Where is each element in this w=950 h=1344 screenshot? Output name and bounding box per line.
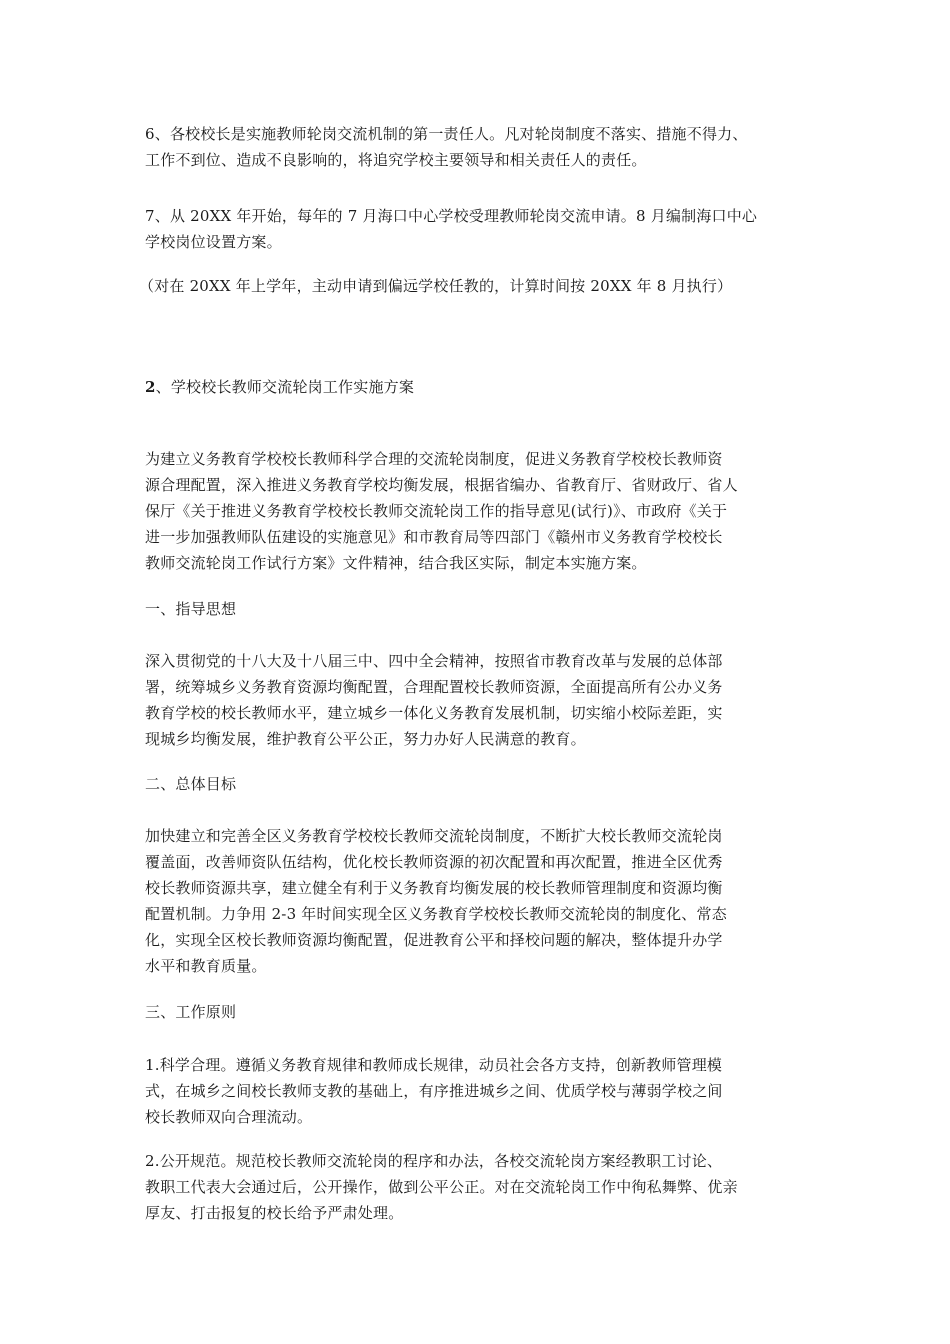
heading-work-principles (145, 999, 811, 1025)
text-line: 进一步加强教师队伍建设的实施意见》和市教育局等四部门《赣州市义务教育学校校长 (145, 528, 723, 546)
paragraph-item-6 (145, 121, 811, 173)
text-line: 6、各校校长是实施教师轮岗交流机制的第一责任人。凡对轮岗制度不落实、措施不得力、 (145, 125, 748, 143)
section-number: 2 (145, 378, 156, 396)
heading-text: 一、指导思想 (145, 600, 237, 618)
heading-guiding-ideology (145, 596, 811, 622)
text-line: 覆盖面，改善师资队伍结构，优化校长教师资源的初次配置和再次配置，推进全区优秀 (145, 853, 723, 871)
text-line: 7、从 20XX 年开始，每年的 7 月海口中心学校受理教师轮岗交流申请。8 月编制海口中心 (145, 207, 758, 225)
text-line: 1.科学合理。遵循义务教育规律和教师成长规律，动员社会各方支持，创新教师管理模 (145, 1056, 723, 1074)
heading-overall-goal (145, 771, 811, 797)
text-line: 厚友、打击报复的校长给予严肃处理。 (145, 1204, 404, 1222)
guiding-paragraph (145, 648, 811, 752)
text-line: 深入贯彻党的十八大及十八届三中、四中全会精神，按照省市教育改革与发展的总体部 (145, 652, 723, 670)
text-line: 现城乡均衡发展，维护教育公平公正，努力办好人民满意的教育。 (145, 730, 586, 748)
goal-paragraph (145, 823, 811, 979)
text-line: 校长教师资源共享，建立健全有利于义务教育均衡发展的校长教师管理制度和资源均衡 (145, 879, 723, 897)
text-line: 水平和教育质量。 (145, 957, 267, 975)
text-line: 2.公开规范。规范校长教师交流轮岗的程序和办法，各校交流轮岗方案经教职工讨论、 (145, 1152, 723, 1170)
principle-paragraph-2 (145, 1148, 811, 1226)
paragraph-item-7 (145, 203, 811, 255)
text-line: 加快建立和完善全区义务教育学校校长教师交流轮岗制度，不断扩大校长教师交流轮岗 (145, 827, 723, 845)
text-line: 配置机制。力争用 2-3 年时间实现全区义务教育学校校长教师交流轮岗的制度化、常态 (145, 905, 727, 923)
section-heading (145, 374, 811, 400)
text-line: 保厅《关于推进义务教育学校校长教师交流轮岗工作的指导意见(试行)》、市政府《关于 (145, 502, 728, 520)
intro-paragraph (145, 446, 811, 576)
text-line: 为建立义务教育学校校长教师科学合理的交流轮岗制度，促进义务教育学校校长教师资 (145, 450, 723, 468)
section-title (145, 374, 811, 400)
text-line: 源合理配置，深入推进义务教育学校均衡发展，根据省编办、省教育厅、省财政厅、省人 (145, 476, 738, 494)
text-line: 式，在城乡之间校长教师支教的基础上，有序推进城乡之间、优质学校与薄弱学校之间 (145, 1082, 723, 1100)
heading-text: 二、总体目标 (145, 775, 237, 793)
text-line: 学校岗位设置方案。 (145, 233, 282, 251)
text-line: 教育学校的校长教师水平，建立城乡一体化义务教育发展机制，切实缩小校际差距，实 (145, 704, 723, 722)
text-line: （对在 20XX 年上学年，主动申请到偏远学校任教的，计算时间按 20XX 年 8 月执行） (139, 277, 733, 295)
text-line: 校长教师双向合理流动。 (145, 1108, 313, 1126)
text-line: 署，统筹城乡义务教育资源均衡配置，合理配置校长教师资源，全面提高所有公办义务 (145, 678, 723, 696)
principle-paragraph-1 (145, 1052, 811, 1130)
text-line: 工作不到位、造成不良影响的，将追究学校主要领导和相关责任人的责任。 (145, 151, 647, 169)
text-line: 化，实现全区校长教师资源均衡配置，促进教育公平和择校问题的解决，整体提升办学 (145, 931, 723, 949)
text-line: 教师交流轮岗工作试行方案》文件精神，结合我区实际，制定本实施方案。 (145, 554, 647, 572)
note-paragraph (139, 273, 805, 299)
heading-text: 三、工作原则 (145, 1003, 237, 1021)
section-title-text: 、学校校长教师交流轮岗工作实施方案 (155, 378, 415, 396)
text-line: 教职工代表大会通过后，公开操作，做到公平公正。对在交流轮岗工作中徇私舞弊、优亲 (145, 1178, 738, 1196)
